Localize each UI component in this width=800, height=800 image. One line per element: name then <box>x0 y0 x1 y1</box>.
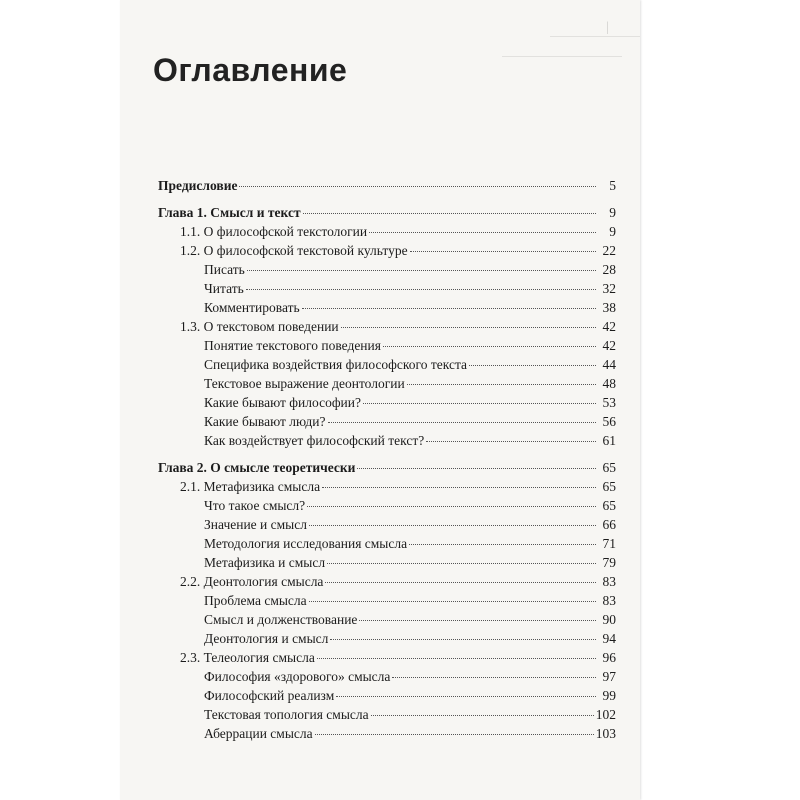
toc-subsection <box>158 591 616 610</box>
toc-page-number: 71 <box>602 536 616 551</box>
toc-subsection <box>158 431 616 450</box>
toc-entry-title: Проблема смысла <box>204 593 307 608</box>
toc-subsection <box>158 374 616 393</box>
toc-section <box>158 572 616 591</box>
toc-subsection <box>158 336 616 355</box>
toc-entry-title: Аберрации смысла <box>204 726 313 741</box>
toc-entry-title: Какие бывают люди? <box>204 414 326 429</box>
toc-entry-title: Что такое смысл? <box>204 498 306 513</box>
toc-subsection <box>158 496 616 515</box>
dot-leader <box>392 677 596 678</box>
toc-entry-title: Философия «здорового» смысла <box>204 669 391 684</box>
dot-leader <box>239 186 596 187</box>
dot-leader <box>407 384 596 385</box>
dot-leader <box>383 346 596 347</box>
toc-page-number: 90 <box>602 612 616 627</box>
toc-subsection <box>158 515 616 534</box>
book-page <box>120 0 640 800</box>
toc-page-number: 38 <box>602 300 616 315</box>
show-through-rule <box>550 36 640 37</box>
toc-entry-title: 2.2. Деонтология смысла <box>180 574 324 589</box>
toc-entry-title: 2.3. Телеология смысла <box>180 650 315 665</box>
toc-entry-title: Понятие текстового поведения <box>204 338 381 353</box>
toc-entry-title: Предисловие <box>158 178 238 193</box>
toc-page-number: 53 <box>602 395 616 410</box>
dot-leader <box>357 468 596 469</box>
toc-entry-title: 1.3. О текстовом поведении <box>180 319 339 334</box>
toc-subsection <box>158 393 616 412</box>
toc-entry-title: Какие бывают философии? <box>204 395 362 410</box>
table-of-contents <box>158 176 616 743</box>
toc-page-number: 96 <box>602 650 616 665</box>
toc-page-number: 66 <box>602 517 616 532</box>
toc-section <box>158 222 616 241</box>
dot-leader <box>328 422 597 423</box>
dot-leader <box>317 658 596 659</box>
toc-page-number: 28 <box>602 262 616 277</box>
toc-page-number: 32 <box>602 281 616 296</box>
toc-entry-title: Текстовое выражение деонтологии <box>204 376 405 391</box>
toc-entry-title: Специфика воздействия философского текста <box>204 357 468 372</box>
toc-page-number: 56 <box>602 414 616 429</box>
dot-leader <box>247 270 596 271</box>
toc-page-number: 65 <box>602 460 616 475</box>
toc-entry-title: Как воздействует философский текст? <box>204 433 425 448</box>
toc-page-number: 22 <box>602 243 616 258</box>
toc-subsection <box>158 686 616 705</box>
toc-page-number: 102 <box>595 707 616 722</box>
dot-leader <box>322 487 596 488</box>
dot-leader <box>410 251 596 252</box>
toc-entry-title: Деонтология и смысл <box>204 631 329 646</box>
dot-leader <box>302 308 596 309</box>
dot-leader <box>327 563 596 564</box>
toc-subsection <box>158 279 616 298</box>
dot-leader <box>303 213 596 214</box>
toc-section <box>158 317 616 336</box>
toc-subsection <box>158 412 616 431</box>
toc-page-number: 48 <box>602 376 616 391</box>
show-through-rule <box>502 56 622 57</box>
toc-page-number: 65 <box>602 498 616 513</box>
page-title: Оглавление <box>153 52 348 88</box>
toc-entry-title: 1.1. О философской текстологии <box>180 224 368 239</box>
dot-leader <box>426 441 596 442</box>
toc-entry-title: Значение и смысл <box>204 517 307 532</box>
toc-chapter <box>158 203 616 222</box>
dot-leader <box>246 289 596 290</box>
dot-leader <box>309 525 596 526</box>
dot-leader <box>409 544 596 545</box>
toc-entry-title: 1.2. О философской текстовой культуре <box>180 243 408 258</box>
toc-entry-title: Философский реализм <box>204 688 335 703</box>
toc-page-number: 61 <box>602 433 616 448</box>
dot-leader <box>307 506 596 507</box>
dot-leader <box>315 734 594 735</box>
dot-leader <box>330 639 596 640</box>
section-gap <box>158 195 616 203</box>
toc-subsection <box>158 629 616 648</box>
toc-page-number: 9 <box>609 224 616 239</box>
dot-leader <box>336 696 596 697</box>
toc-page-number: 79 <box>602 555 616 570</box>
toc-page-number: 5 <box>609 178 616 193</box>
toc-chapter <box>158 458 616 477</box>
show-through-mark: | <box>606 20 609 35</box>
toc-entry-title: Методология исследования смысла <box>204 536 408 551</box>
dot-leader <box>369 232 596 233</box>
toc-section <box>158 241 616 260</box>
toc-subsection <box>158 260 616 279</box>
dot-leader <box>469 365 596 366</box>
dot-leader <box>363 403 596 404</box>
toc-subsection <box>158 298 616 317</box>
toc-entry-title: Читать <box>204 281 244 296</box>
toc-page-number: 9 <box>609 205 616 220</box>
toc-entry-title: Писать <box>204 262 245 277</box>
toc-chapter <box>158 176 616 195</box>
toc-entry-title: 2.1. Метафизика смысла <box>180 479 321 494</box>
toc-entry-title: Текстовая топология смысла <box>204 707 369 722</box>
toc-subsection <box>158 355 616 374</box>
toc-page-number: 94 <box>602 631 616 646</box>
toc-page-number: 83 <box>602 574 616 589</box>
toc-page-number: 42 <box>602 338 616 353</box>
toc-subsection <box>158 553 616 572</box>
toc-entry-title: Метафизика и смысл <box>204 555 326 570</box>
dot-leader <box>325 582 596 583</box>
toc-page-number: 99 <box>602 688 616 703</box>
toc-page-number: 65 <box>602 479 616 494</box>
toc-page-number: 103 <box>595 726 616 741</box>
toc-subsection <box>158 724 616 743</box>
toc-entry-title: Глава 1. Смысл и текст <box>158 205 301 220</box>
dot-leader <box>371 715 594 716</box>
dot-leader <box>309 601 596 602</box>
toc-entry-title: Глава 2. О смысле теоретически <box>158 460 356 475</box>
toc-section <box>158 477 616 496</box>
dot-leader <box>359 620 596 621</box>
toc-page-number: 97 <box>602 669 616 684</box>
toc-entry-title: Смысл и долженствование <box>204 612 358 627</box>
toc-entry-title: Комментировать <box>204 300 300 315</box>
toc-subsection <box>158 667 616 686</box>
toc-subsection <box>158 534 616 553</box>
toc-subsection <box>158 610 616 629</box>
section-gap <box>158 450 616 458</box>
dot-leader <box>341 327 596 328</box>
toc-page-number: 83 <box>602 593 616 608</box>
toc-page-number: 42 <box>602 319 616 334</box>
toc-section <box>158 648 616 667</box>
toc-subsection <box>158 705 616 724</box>
toc-page-number: 44 <box>602 357 616 372</box>
